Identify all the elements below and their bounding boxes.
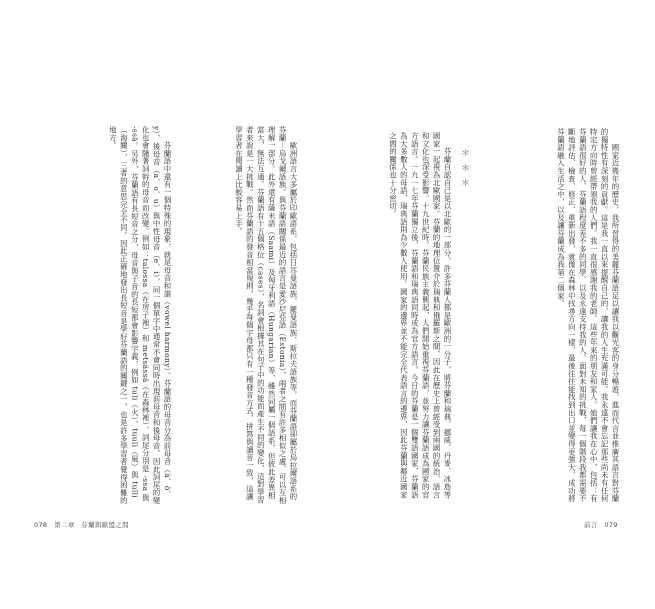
section-ornament: ＊＊＊ bbox=[459, 148, 469, 193]
left-page-footer: 078 第二章 芬蘭與歐盟之間 bbox=[34, 521, 129, 529]
right-page-text-block-1: 國家近幾年的歷史，我所習得的美麗芬蘭語足以讓我以觀光客的身分暢遊，進而代言並推廣其語言對芬蘭的獨特性有深刻的貢獻。這是我一直以來提醒自己的，讓我的人生充滿可能，我永遠不會忘記那些尚未有任何特定方向時曾經帶領我的人們。我一直很感謝我的老師、這些年來的朋友和家人。她們讓我在心中，包括：有芬蘭語很好的人、芬蘭語程度差不多的同學、以及永遠支持我的人。面對未知的挑戰，每一個階段我都需要不斷地評估、檢查、修正、重新出發，就像在森林中找尋方向一樣，最後往往能找到出口並變得更強大，成功將芬蘭語融入生活之中，以及讓芬蘭成為我第二個家。 bbox=[556, 128, 620, 503]
right-page-text-block-2: 芬蘭自認自己是以北歐的一部分，許多芬蘭人都是歐洲的一分子，將芬蘭和瑞典、挪威、丹麥、冰島等國家一起視為北歐國家。芬蘭的地理位置介於瑞典和俄羅斯之間，因此在歷史上曾經受到兩國的統治，語言和文化也深受影響。十九世紀時，芬蘭民族主義興起，人們開始重視芬蘭語，並努力讓芬蘭語成為國家的官方語言。一九一七年芬蘭獨立後，芬蘭語和瑞典語同時成為官方語言。今日的芬蘭是一個雙語國家，芬蘭語為大多數人的母語，瑞典語則為少數人使用。國家的邊界並不能完全代表語言的邊界，因此芬蘭與鄰近國家之間的關係也十分密切。 bbox=[388, 132, 452, 499]
right-page-footer: 前言 079 bbox=[584, 521, 618, 529]
left-page-text-block-1: 歐洲語言大多屬於印歐語系，包括日耳曼語族、羅曼語族、斯拉夫語族等，而芬蘭語卻屬於烏拉爾語系的芬蘭－烏戈爾語族。與芬蘭語關係最近的語言是愛沙尼亞語（Estonia），兩者之間有許多相似之處，可以互相理解一部分。此外還有薩米語（Saami）及匈牙利語（Hungarian）等，雖然同屬一個語系，但彼此差異相當大，無法互通。芬蘭語有十五個格位（cases），名詞會根據其在句子中的功能而產生不同的變化，這對學習者來說是一大挑戰。然而芬蘭語的發音相當規則，幾乎每個字母都只有一種發音方式，拼寫與讀音一致，這讓學習者在閱讀上比較容易上手。 bbox=[234, 126, 298, 505]
left-page-text-block-2: 芬蘭語中還有一個特殊的現象，就是母音和諧（vowel harmony）。芬蘭語的母音分為前母音（ä、ö、y）、後母音（a、o、u）與中性母音（e、i），同一個單字中通常不會同時出現前母音和後母音，因此詞尾的變化也會隨著詞幹的母音而改變。例如：talossa（在房子裡）和 metsässä（在森林裡），詞尾分別是 -ssa 與 -ssä。另外，芬蘭語有長短音之分，母音與子音的長短都會影響字義，例如 tuli（火）、tuuli（風）與 tulli（海關），三者的意思完全不同。因此正確地發出長短音是學好芬蘭語的關鍵之一，也是許多學習者覺得困難的地方。 bbox=[108, 126, 172, 505]
